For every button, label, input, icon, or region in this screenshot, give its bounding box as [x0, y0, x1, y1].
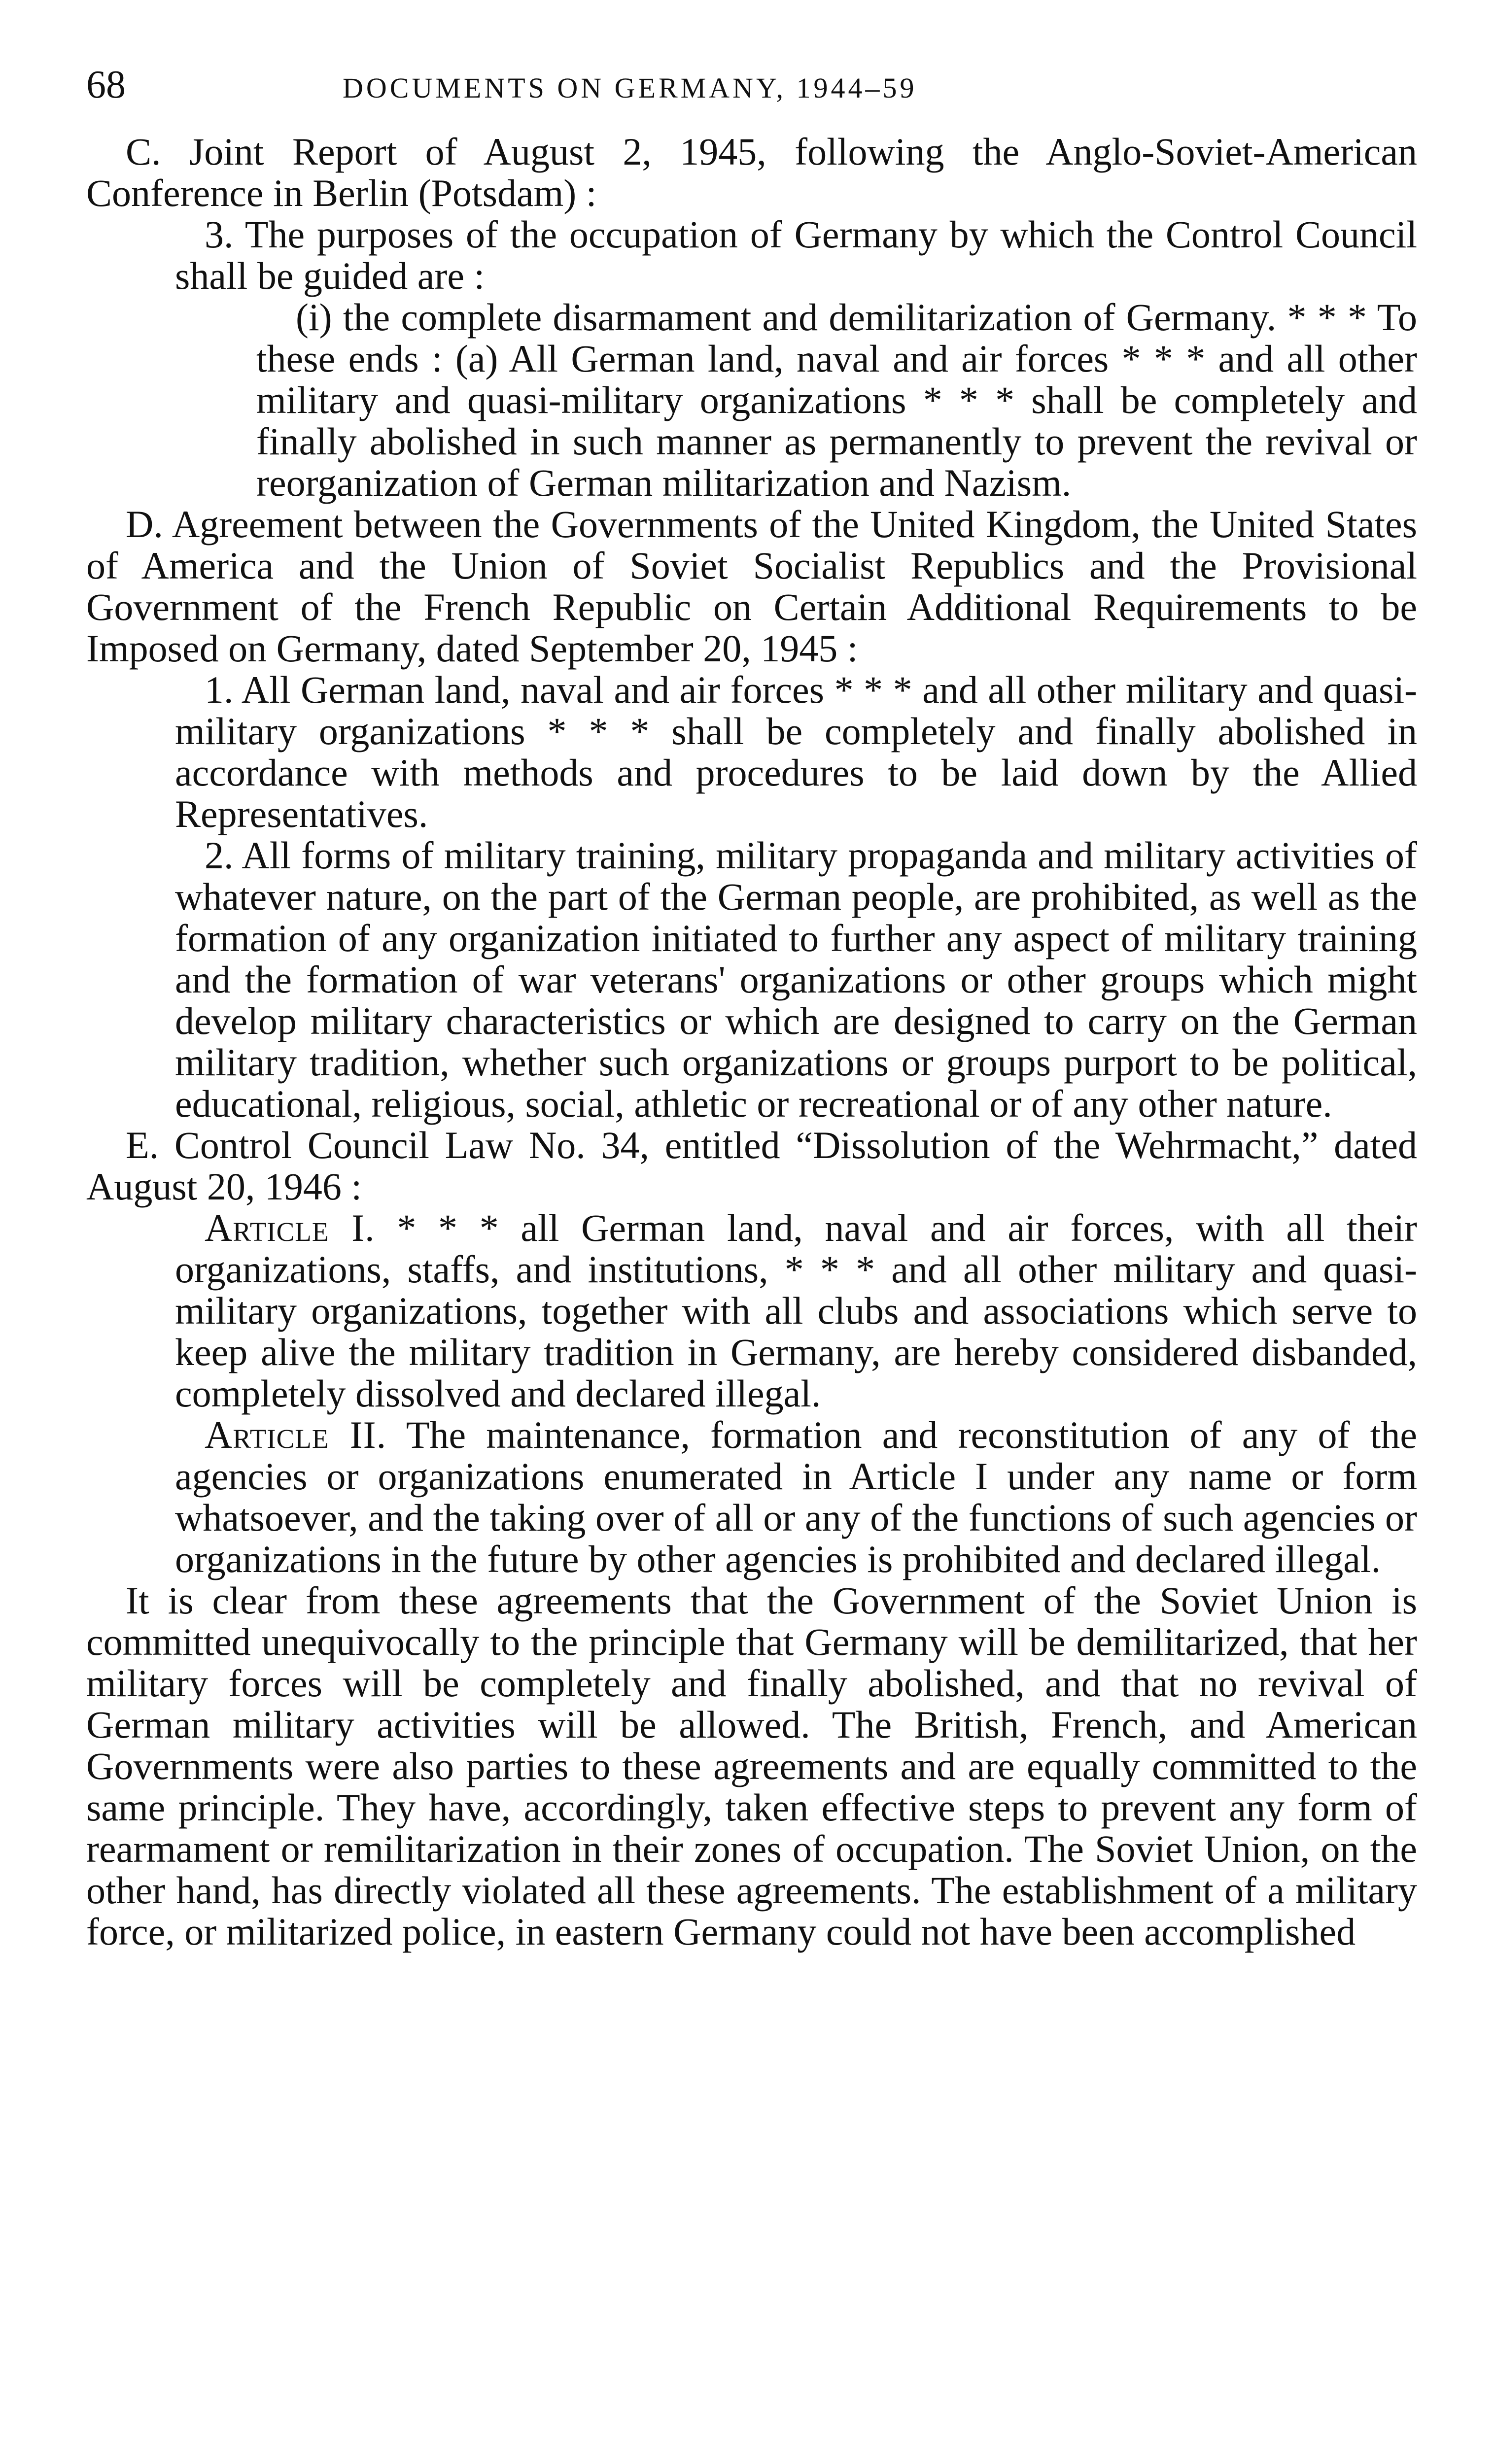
document-page [86, 64, 1417, 1952]
article-2-text: The maintenance, formation and reconstitution of any of the agencies or organizations enumerated in Article I under any name or form whatsoever, and the taking over of all or any of the functions of such agencies or organizations in the future by other agencies is prohibited and declared illegal. [175, 1413, 1417, 1580]
section-c-item-3: 3. The purposes of the occupation of Germany by which the Control Council shall be guided are : [175, 213, 1417, 297]
article-1-text: * * * all German land, naval and air forces, with all their organizations, staffs, and institutions, * * * and all other military and quasi-military organizations, together with all clubs and associations which serve to keep alive the military tradition in Germany, are hereby considered disbanded, completely dissolved and declared illegal. [175, 1206, 1417, 1415]
section-c-item-i: (i) the complete disarmament and demilitarization of Germany. * * * To these ends : (a) All German land, naval and air forces * * * and all other military and quasi-military organizations * * * shall be completely and finally abolished in such manner as permanently to prevent the revival or reorganization of German militarization and Nazism. [256, 296, 1417, 504]
section-d-item-1: 1. All German land, naval and air forces * * * and all other military and quasi-military organizations * * * shall be completely and finally abolished in accordance with methods and procedures to be laid down by the Allied Representatives. [175, 668, 1417, 835]
page-number: 68 [86, 63, 126, 106]
article-2-label: Article II. [205, 1413, 387, 1456]
closing-paragraph: It is clear from these agreements that the Government of the Soviet Union is committed unequivocally to the principle that Germany will be demilitarized, that her military forces will be completely and finally abolished, and that no revival of German military activities will be allowed. The British, French, and American Governments were also parties to these agreements and are equally committed to the same principle. They have, accordingly, taken effective steps to prevent any form of rearmament or remilitarization in their zones of occupation. The Soviet Union, on the other hand, has directly violated all these agreements. The establishment of a military force, or militarized police, in eastern Germany could not have been accomplished [86, 1579, 1417, 1953]
section-e-article-1 [86, 1207, 1417, 1414]
section-e-heading: E. Control Council Law No. 34, entitled “Dissolution of the Wehrmacht,” dated August 20, 1946 : [86, 1124, 1417, 1208]
running-head: DOCUMENTS ON GERMANY, 1944–59 [343, 72, 917, 104]
section-d-heading: D. Agreement between the Governments of the United Kingdom, the United States of America and the Union of Soviet Socialist Republics and the Provisional Government of the French Republic on Certain Additional Requirements to be Imposed on Germany, dated September 20, 1945 : [86, 503, 1417, 670]
section-c-heading: C. Joint Report of August 2, 1945, following the Anglo-Soviet-American Conference in Berlin (Potsdam) : [86, 130, 1417, 214]
page-header [86, 64, 1417, 105]
article-1-label: Article I. [205, 1206, 375, 1249]
section-e-article-2 [86, 1414, 1417, 1580]
section-d-item-2: 2. All forms of military training, military propaganda and military activities of whatever nature, on the part of the German people, are prohibited, as well as the formation of any organization initiated to further any aspect of military training and the formation of war veterans' organizations or other groups which might develop military characteristics or which are designed to carry on the German military tradition, whether such organizations or groups purport to be political, educational, religious, social, athletic or recreational or of any other nature. [175, 834, 1417, 1125]
